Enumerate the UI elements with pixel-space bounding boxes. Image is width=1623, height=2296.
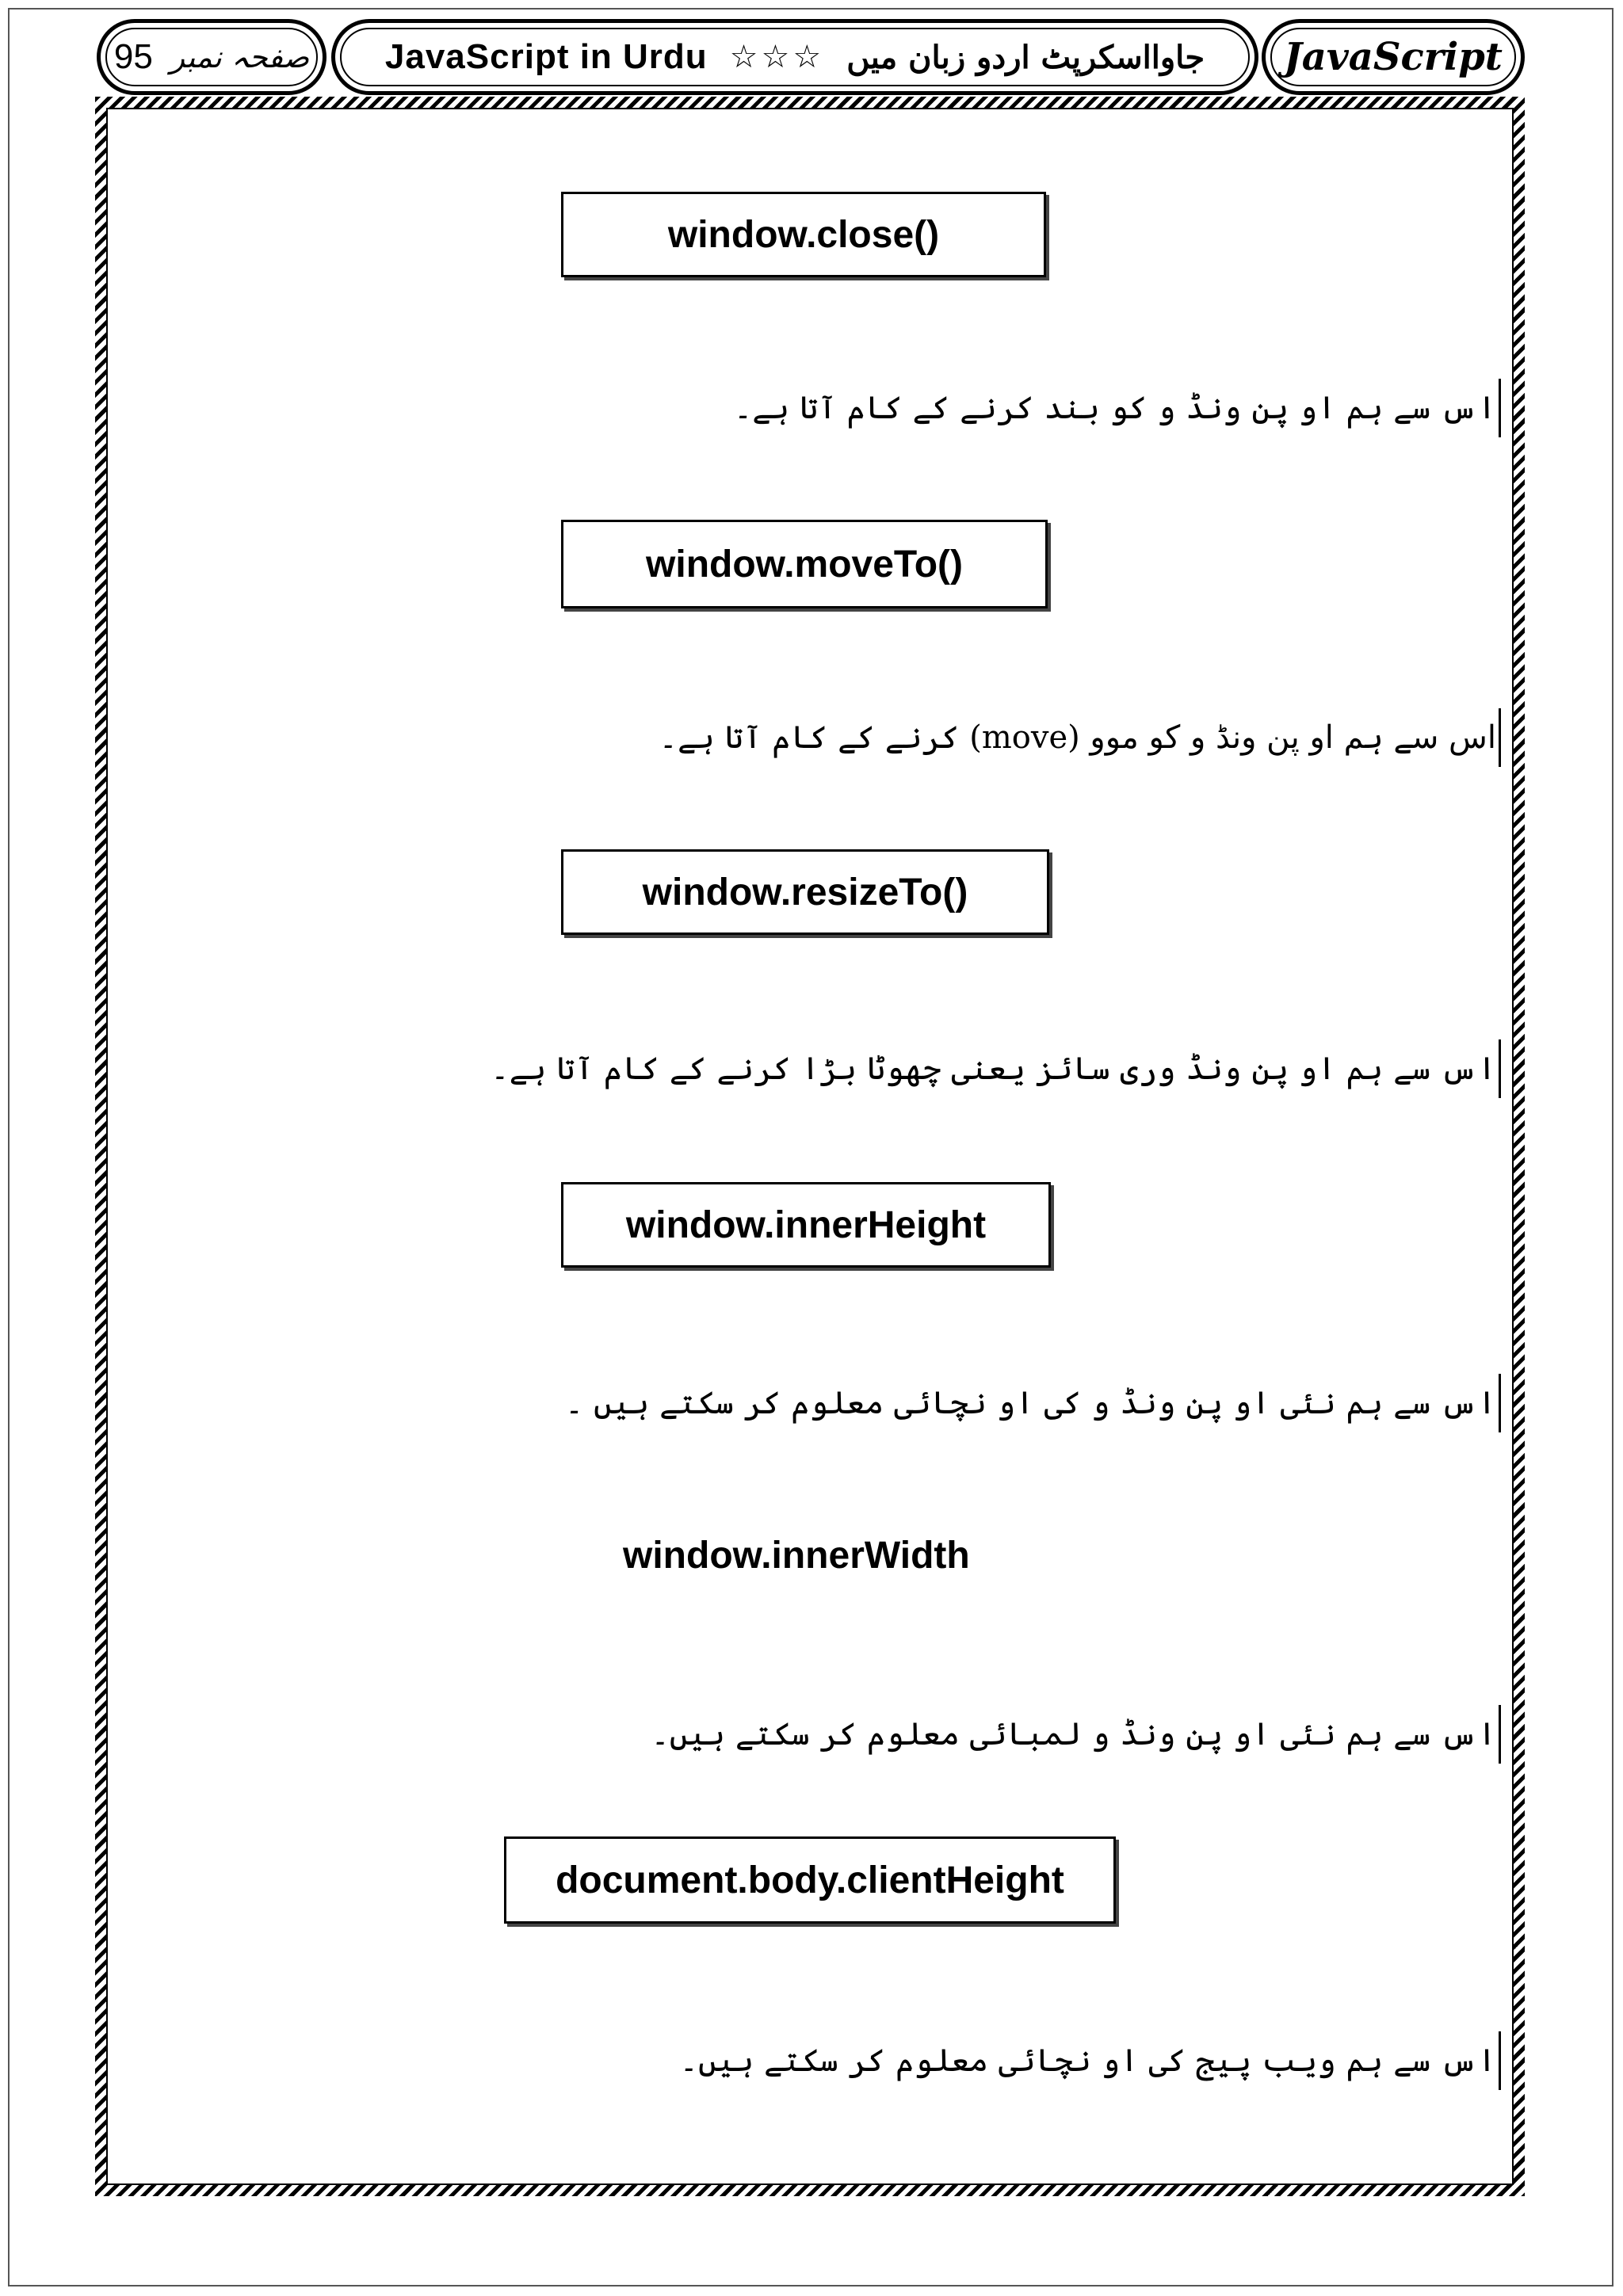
code-label: window.moveTo() xyxy=(646,543,963,585)
description-document-body-clientheight: اس سے ہم ویب پیج کی او نچائی معلوم کر سکتے ہیں۔ xyxy=(679,2042,1496,2079)
code-box-window-resizeto xyxy=(561,849,1049,935)
code-box-window-close xyxy=(561,192,1046,277)
code-label: window.resizeTo() xyxy=(642,871,968,913)
code-box-document-body-clientheight xyxy=(504,1836,1116,1924)
page-number: 95 xyxy=(113,37,153,76)
content-area xyxy=(106,108,1514,2185)
content-frame xyxy=(95,97,1525,2196)
code-box-window-moveto xyxy=(561,520,1048,608)
code-label: window.innerHeight xyxy=(625,1203,987,1246)
page-number-label: صفحہ نمبر xyxy=(170,40,310,74)
code-label: window.close() xyxy=(667,213,940,256)
code-label: document.body.clientHeight xyxy=(556,1859,1064,1901)
book-title-urdu: جاوااسکرپٹ اردو زبان میں xyxy=(846,38,1205,76)
code-box-window-innerheight xyxy=(561,1182,1051,1268)
description-window-close: اس سے ہم او پن ونڈ و کو بند کرنے کے کام آتا ہے۔ xyxy=(733,390,1496,426)
book-title-banner xyxy=(331,19,1258,95)
code-label-window-innerwidth: window.innerWidth xyxy=(623,1535,970,1577)
brand-label: JavaScript xyxy=(1284,35,1503,79)
description-window-resizeto: اس سے ہم او پن ونڈ وری سائز یعنی چھوٹا بڑا کرنے کے کام آتا ہے۔ xyxy=(491,1051,1496,1087)
book-title-english: JavaScript in Urdu xyxy=(384,37,708,76)
description-window-innerheight: اس سے ہم نئی او پن ونڈ و کی او نچائی معلوم کر سکتے ہیں ۔ xyxy=(564,1385,1496,1421)
stars-decoration: ☆☆☆ xyxy=(729,39,825,75)
description-window-innerwidth: اس سے ہم نئی او پن ونڈ و لمبائی معلوم کر سکتے ہیں۔ xyxy=(651,1716,1496,1753)
description-window-moveto: اس سے ہم او پن ونڈ و کو موو (move) کرنے کے کام آتا ہے۔ xyxy=(659,719,1496,756)
brand-badge xyxy=(1262,19,1525,95)
page-number-badge xyxy=(97,19,327,95)
